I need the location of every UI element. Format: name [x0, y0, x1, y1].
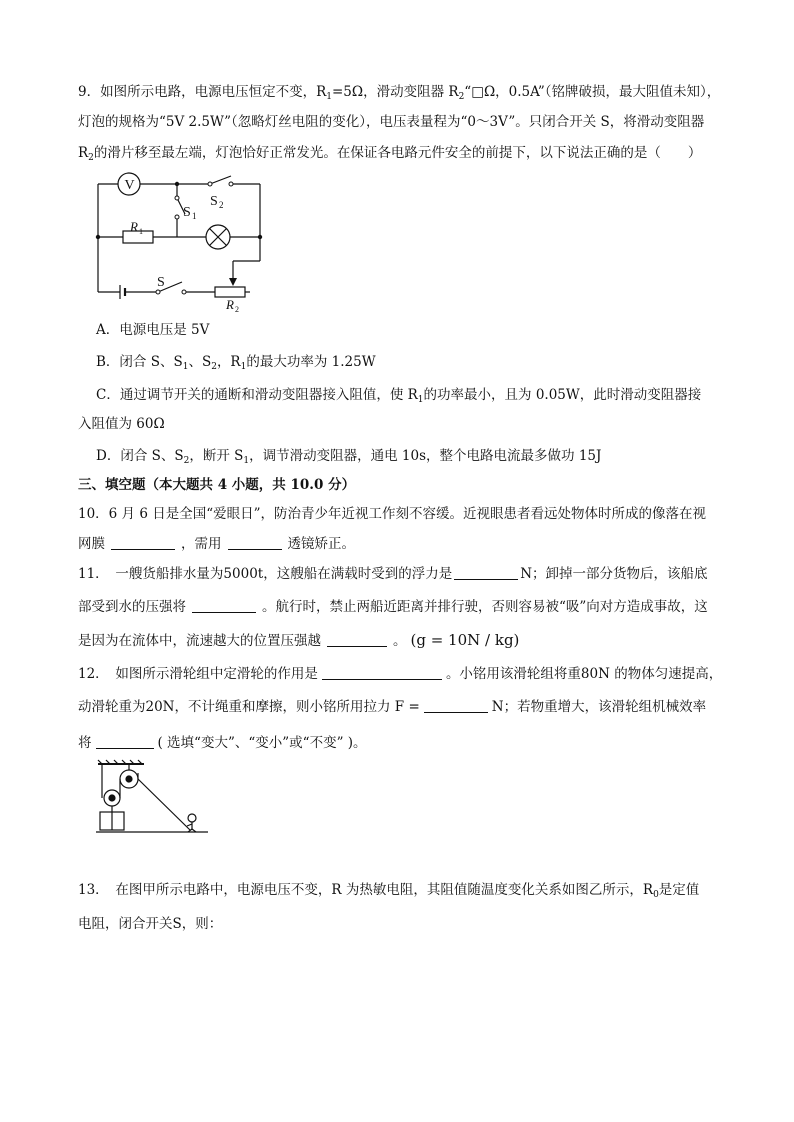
q9-text: ，调节滑动变阻器，通电 10s，整个电路电流最多做功 15J: [249, 448, 602, 464]
subscript: 1: [417, 395, 424, 405]
answer-blank[interactable]: [228, 535, 282, 550]
q12-line1: [78, 664, 722, 684]
s1-label: S: [183, 205, 191, 220]
subscript: 2: [88, 153, 94, 163]
subscript: 2: [458, 92, 465, 102]
q11-line2: [78, 597, 708, 617]
q13-line2: 电阻，闭合开关S，则：: [78, 916, 223, 932]
answer-blank[interactable]: [111, 535, 175, 550]
q9-option-c: [96, 385, 701, 410]
q9-text: B．闭合 S、S: [96, 354, 183, 370]
answer-blank[interactable]: [192, 598, 256, 613]
voltmeter-label: V: [124, 178, 135, 193]
q10-text: 透镜矫正。: [287, 536, 355, 552]
q13-text: 13． 在图甲所示电路中，电源电压不变，R 为热敏电阻，其阻值随温度变化关系如图乙所示，R: [78, 882, 654, 898]
r2-label: R: [226, 297, 234, 312]
q12-text: 。小铭用该滑轮组将重80N 的物体匀速提高，: [445, 666, 723, 682]
q9-text: “□Ω，0.5A”（铭牌破损，最大阻值未知），: [464, 84, 721, 100]
s2-label: S: [210, 194, 218, 209]
q9-circuit-diagram: [90, 165, 270, 315]
q10-line1: 10．6 月 6 日是全国“爱眼日”，防治青少年近视工作刻不容缓。近视眼患者看远处物体时所成的像落在视: [78, 506, 707, 522]
q9-text: 的滑片移至最左端，灯泡恰好正常发光。在保证各电路元件安全的前提下，以下说法正确的是（ ）: [93, 145, 702, 161]
q9-text: 的功率最小，且为 0.05W，此时滑动变阻器接: [423, 387, 702, 403]
q11-line1: [78, 564, 708, 584]
subscript: 2: [183, 456, 190, 466]
section-title: 三、填空题（本大题共 4 小题，共 10.0 分）: [78, 477, 356, 493]
q9-option-d: [96, 446, 601, 471]
q10-text: 网膜: [78, 536, 105, 552]
q9-option-b: [96, 352, 376, 377]
q12-pulley-diagram: [94, 760, 214, 840]
q9-text: C．通过调节开关的通断和滑动变阻器接入阻值，使 R: [96, 387, 418, 403]
q11-line3: [78, 630, 519, 651]
answer-blank[interactable]: [454, 565, 518, 580]
q11-text: 部受到水的压强将: [78, 599, 186, 615]
subscript: 0: [653, 890, 659, 900]
subscript: 1: [326, 92, 332, 102]
q9-option-c-cont: 入阻值为 60Ω: [78, 416, 165, 432]
q9-stem-line1: [78, 82, 720, 107]
q12-text: N；若物重增大，该滑轮组机械效率: [491, 699, 707, 715]
subscript: 1: [240, 362, 247, 372]
subscript: 2: [211, 362, 217, 372]
q9-text: D．闭合 S、S: [96, 448, 184, 464]
q10-line2: [78, 534, 355, 554]
s2-subscript: 2: [219, 200, 224, 210]
q9-text: ，R: [216, 354, 241, 370]
q9-text: 的最大功率为 1.25W: [246, 354, 376, 370]
q11-text: 11． 一艘货船排水量为5000t，这艘船在满载时受到的浮力是: [78, 566, 453, 582]
q9-text: ，断开 S: [189, 448, 244, 464]
q11-text: 。航行时，禁止两船近距离并排行驶，否则容易被“吸”向对方造成事故，这: [262, 599, 708, 615]
r2-subscript: 2: [235, 305, 239, 314]
q9-text: R: [78, 145, 89, 161]
subscript: 1: [243, 456, 250, 466]
subscript: 1: [182, 362, 189, 372]
answer-blank[interactable]: [424, 698, 488, 713]
q13-line1: [78, 880, 699, 905]
q12-line3: [78, 733, 367, 753]
q10-text: ，需用: [181, 536, 222, 552]
answer-blank[interactable]: [322, 665, 442, 680]
q9-text: =5Ω，滑动变阻器 R: [332, 84, 459, 100]
q12-text: 将: [78, 735, 92, 751]
q11-text: N；卸掉一部分货物后，该船底: [520, 566, 708, 582]
q12-text: ( 选填“变大”、“变小”或“不变” )。: [157, 735, 367, 751]
s1-subscript: 1: [192, 211, 197, 221]
q9-option-a: A．电源电压是 5V: [96, 322, 210, 338]
r1-label: R: [130, 219, 138, 234]
q9-stem-line2: 灯泡的规格为“5V 2.5W”（忽略灯丝电阻的变化），电压表量程为“0～3V”。只闭合开关 S，将滑动变阻器: [78, 114, 705, 130]
s-label: S: [157, 275, 165, 290]
answer-blank[interactable]: [327, 632, 387, 647]
r1-subscript: 1: [139, 227, 143, 236]
q11-text: 。: [393, 633, 407, 649]
q12-text: 动滑轮重为20N，不计绳重和摩擦，则小铭所用拉力 F =: [78, 699, 420, 715]
q11-formula: (g = 10N / kg): [410, 631, 520, 649]
q12-line2: [78, 697, 706, 717]
answer-blank[interactable]: [96, 734, 154, 749]
q12-text: 12． 如图所示滑轮组中定滑轮的作用是: [78, 666, 318, 682]
q13-text: 是定值: [658, 882, 700, 898]
q11-text: 是因为在流体中，流速越大的位置压强越: [78, 633, 321, 649]
q9-text: 9．如图所示电路，电源电压恒定不变，R: [78, 84, 327, 100]
q9-text: 、S: [188, 354, 212, 370]
